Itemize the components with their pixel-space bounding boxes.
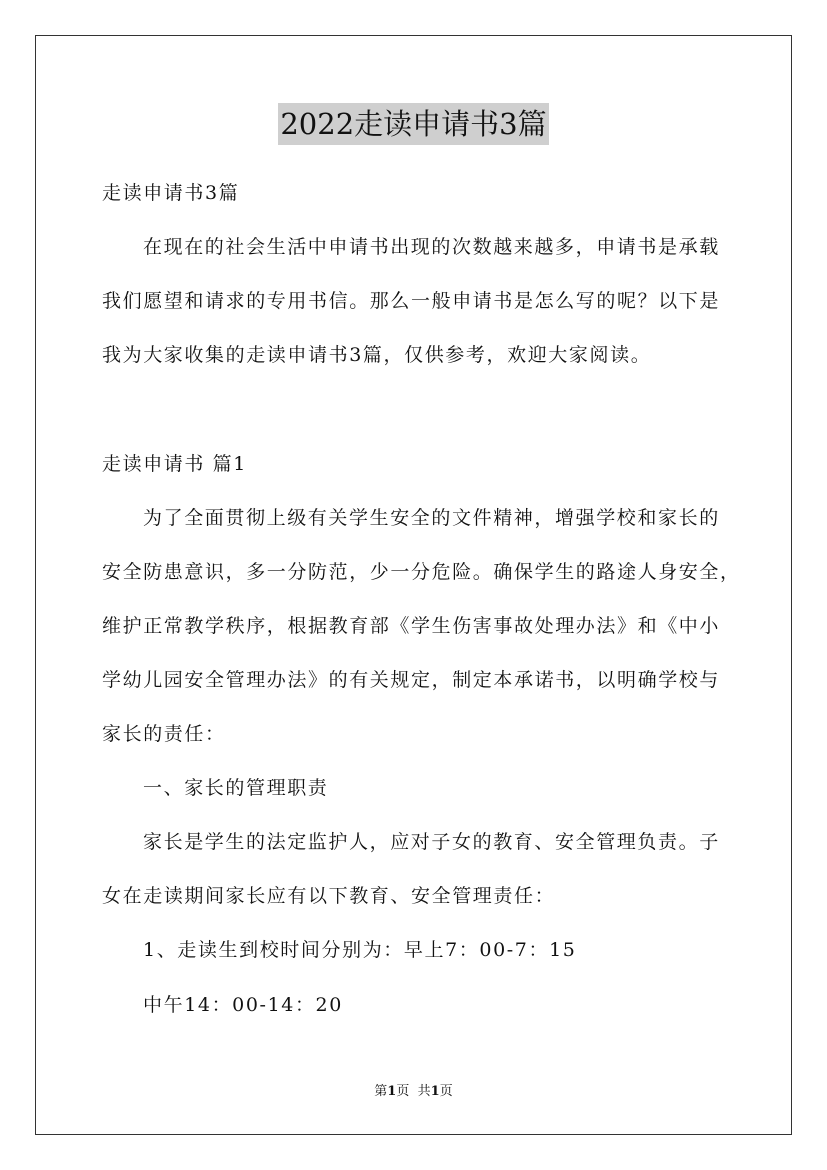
intro-paragraph-line: 我为大家收集的走读申请书3篇，仅供参考，欢迎大家阅读。 [102,344,652,366]
body-paragraph-line: 安全防患意识，多一分防范，少一分危险。确保学生的路途人身安全， [102,561,741,583]
page-footer [0,1083,827,1101]
document-title: 2022走读申请书3篇 [278,103,548,145]
body-paragraph-line: 家长是学生的法定监护人，应对子女的教育、安全管理负责。子 [143,831,720,853]
body-paragraph-line: 为了全面贯彻上级有关学生安全的文件精神，增强学校和家长的 [143,507,720,529]
body-paragraph-line: 女在走读期间家长应有以下教育、安全管理责任： [102,885,556,907]
footer-page-prefix: 第 [374,1084,388,1099]
footer-page-number: 1 [387,1084,397,1099]
footer-page-suffix: 页 [396,1084,410,1099]
schedule-line: 中午14：00-14：20 [143,994,343,1016]
subtitle-line: 走读申请书3篇 [102,182,240,204]
section-heading-line: 走读申请书 篇1 [102,453,247,475]
footer-total-number: 1 [430,1084,440,1099]
intro-paragraph-line: 我们愿望和请求的专用书信。那么一般申请书是怎么写的呢？以下是 [102,290,721,312]
intro-paragraph-line: 在现在的社会生活中申请书出现的次数越来越多，申请书是承载 [143,236,720,258]
body-paragraph-line: 家长的责任： [102,723,226,745]
title-container [0,103,827,145]
body-paragraph-line: 学幼儿园安全管理办法》的有关规定，制定本承诺书，以明确学校与 [102,669,721,691]
schedule-line: 1、走读生到校时间分别为：早上7：00-7：15 [143,939,577,961]
footer-total-prefix: 共 [417,1084,431,1099]
footer-total-suffix: 页 [439,1084,453,1099]
subsection-heading-line: 一、家长的管理职责 [143,777,329,799]
body-paragraph-line: 维护正常教学秩序，根据教育部《学生伤害事故处理办法》和《中小 [102,615,721,637]
